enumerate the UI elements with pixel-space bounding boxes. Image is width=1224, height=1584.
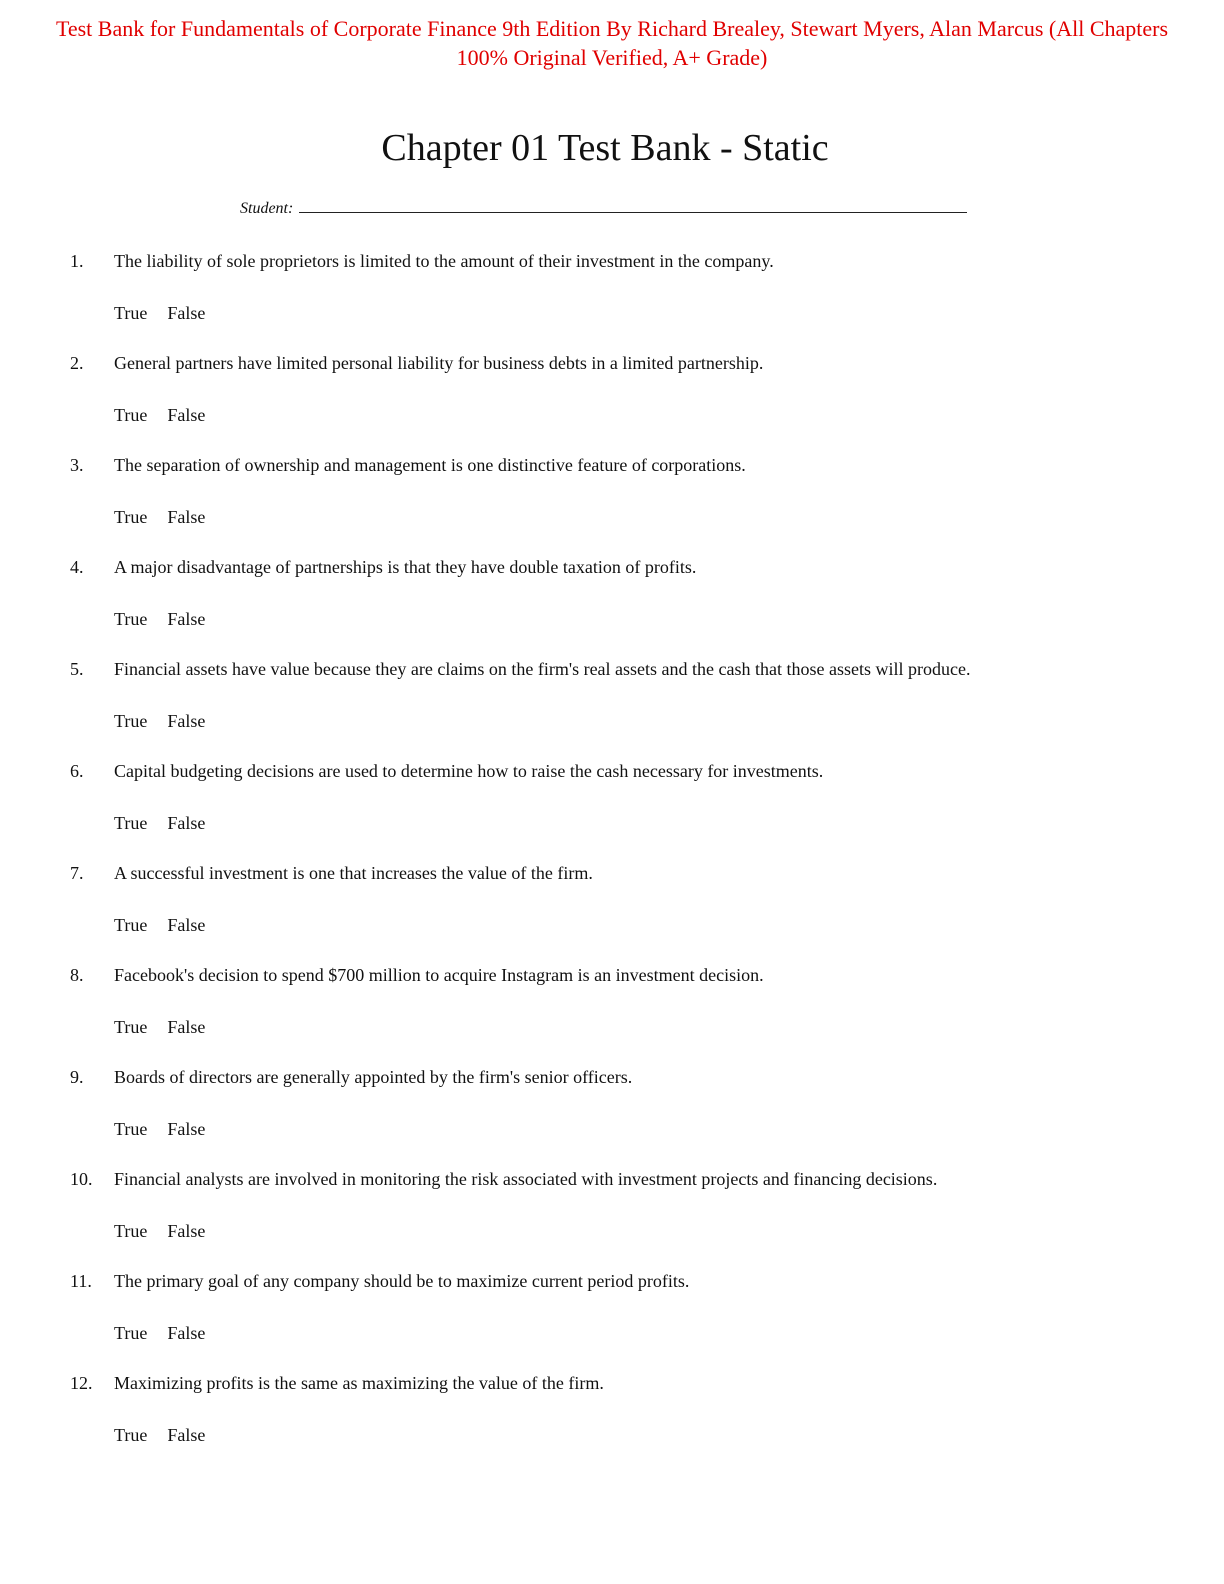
- student-field: [240, 198, 967, 220]
- answer-options: [114, 914, 205, 936]
- question-text: General partners have limited personal liability for business debts in a limited partnership.: [114, 353, 764, 373]
- question-number: 11.: [70, 1271, 92, 1291]
- option-false: False: [167, 1221, 206, 1241]
- student-label: Student:: [240, 200, 294, 217]
- option-true: True: [114, 915, 148, 935]
- question-number: 2.: [70, 353, 84, 373]
- question-text: Financial assets have value because they are claims on the firm's real assets and the cash that those assets will produce.: [114, 659, 971, 679]
- question-text: The liability of sole proprietors is limited to the amount of their investment in the company.: [114, 251, 774, 271]
- option-false: False: [167, 405, 206, 425]
- question-item: [0, 760, 1224, 860]
- answer-options: [114, 1016, 205, 1038]
- answer-options: [114, 506, 205, 528]
- question-item: [0, 250, 1224, 350]
- question-item: [0, 352, 1224, 452]
- question-number: 7.: [70, 863, 84, 883]
- question-item: [0, 658, 1224, 758]
- question-text: A major disadvantage of partnerships is that they have double taxation of profits.: [114, 557, 697, 577]
- answer-options: [114, 1322, 205, 1344]
- option-false: False: [167, 609, 206, 629]
- question-number: 12.: [70, 1373, 93, 1393]
- page-title: Chapter 01 Test Bank - Static: [381, 127, 829, 169]
- question-item: [0, 1372, 1224, 1472]
- question-item: [0, 964, 1224, 1064]
- answer-options: [114, 608, 205, 630]
- option-true: True: [114, 813, 148, 833]
- question-text: Boards of directors are generally appointed by the firm's senior officers.: [114, 1067, 633, 1087]
- option-false: False: [167, 711, 206, 731]
- option-false: False: [167, 303, 206, 323]
- question-text: Capital budgeting decisions are used to determine how to raise the cash necessary for investments.: [114, 761, 824, 781]
- answer-options: [114, 1220, 205, 1242]
- option-true: True: [114, 1425, 148, 1445]
- question-number: 4.: [70, 557, 84, 577]
- option-false: False: [167, 507, 206, 527]
- option-false: False: [167, 1017, 206, 1037]
- option-true: True: [114, 1119, 148, 1139]
- question-text: Maximizing profits is the same as maximizing the value of the firm.: [114, 1373, 604, 1393]
- question-number: 8.: [70, 965, 84, 985]
- question-item: [0, 556, 1224, 656]
- option-false: False: [167, 915, 206, 935]
- option-true: True: [114, 507, 148, 527]
- question-number: 3.: [70, 455, 84, 475]
- question-text: The separation of ownership and management is one distinctive feature of corporations.: [114, 455, 746, 475]
- question-text: Facebook's decision to spend $700 million to acquire Instagram is an investment decision.: [114, 965, 764, 985]
- option-false: False: [167, 1425, 206, 1445]
- question-item: [0, 1168, 1224, 1268]
- question-item: [0, 862, 1224, 962]
- option-true: True: [114, 711, 148, 731]
- option-true: True: [114, 1017, 148, 1037]
- question-number: 9.: [70, 1067, 84, 1087]
- question-number: 5.: [70, 659, 84, 679]
- question-number: 6.: [70, 761, 84, 781]
- answer-options: [114, 404, 205, 426]
- option-true: True: [114, 1221, 148, 1241]
- question-text: The primary goal of any company should be to maximize current period profits.: [114, 1271, 690, 1291]
- question-text: Financial analysts are involved in monitoring the risk associated with investment projects and financing decisions.: [114, 1169, 938, 1189]
- question-text: A successful investment is one that increases the value of the firm.: [114, 863, 593, 883]
- option-true: True: [114, 405, 148, 425]
- question-number: 1.: [70, 251, 84, 271]
- option-true: True: [114, 303, 148, 323]
- answer-options: [114, 1118, 205, 1140]
- answer-options: [114, 1424, 205, 1446]
- student-name-line: [299, 198, 967, 213]
- question-item: [0, 1066, 1224, 1166]
- answer-options: [114, 710, 205, 732]
- option-true: True: [114, 1323, 148, 1343]
- answer-options: [114, 302, 205, 324]
- option-false: False: [167, 813, 206, 833]
- answer-options: [114, 812, 205, 834]
- option-false: False: [167, 1323, 206, 1343]
- question-item: [0, 1270, 1224, 1370]
- option-false: False: [167, 1119, 206, 1139]
- question-item: [0, 454, 1224, 554]
- question-number: 10.: [70, 1169, 93, 1189]
- document-banner: Test Bank for Fundamentals of Corporate Finance 9th Edition By Richard Brealey, Stewart Myers, Alan Marcus (All Chapters 100% Original Verified, A+ Grade): [55, 16, 1169, 70]
- option-true: True: [114, 609, 148, 629]
